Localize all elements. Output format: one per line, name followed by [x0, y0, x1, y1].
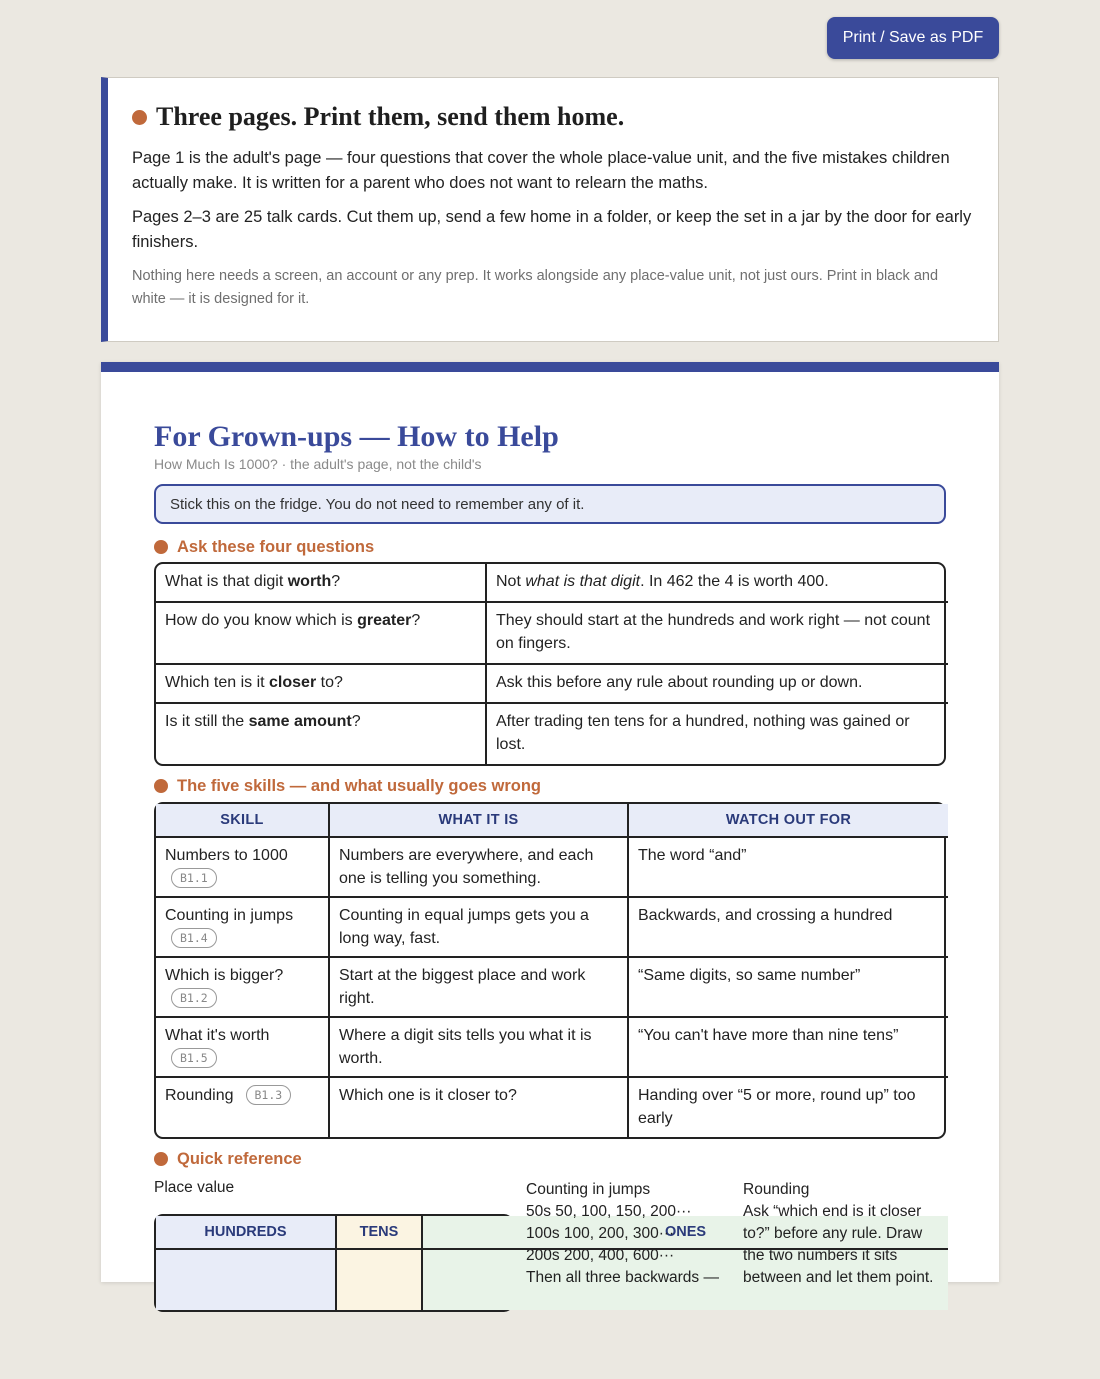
intro-card — [101, 77, 999, 342]
page-title: For Grown-ups — How to Help — [154, 420, 559, 453]
quick-reference — [154, 1179, 946, 1379]
bullet-dot-icon — [154, 779, 168, 793]
watch-cell: “You can't have more than nine tens” — [629, 1018, 948, 1078]
question-cell: What is that digit worth? — [156, 564, 487, 603]
intro-note: Nothing here needs a screen, an account or any prep. It works alongside any place-value unit, not just ours. Print in black and white — it is designed for it. — [132, 268, 939, 307]
rounding-reference — [743, 1179, 953, 1289]
what-cell: Start at the biggest place and work right. — [330, 958, 629, 1018]
counting-title: Counting in jumps — [526, 1181, 651, 1198]
intro-paragraph-2: Pages 2–3 are 25 talk cards. Cut them up, send a few home in a folder, or keep the set in a jar by the door for early finishers. — [132, 208, 972, 251]
skill-code-badge: B1.4 — [171, 928, 217, 948]
skills-heading — [154, 775, 946, 797]
column-header-what: WHAT IT IS — [330, 804, 629, 838]
bullet-dot-icon — [154, 1152, 168, 1166]
table-row — [156, 564, 948, 603]
answer-cell: Not what is that digit. In 462 the 4 is worth 400. — [487, 564, 948, 603]
question-cell: How do you know which is greater? — [156, 603, 487, 665]
skill-code-badge: B1.3 — [246, 1085, 292, 1105]
skills-heading-text: The five skills — and what usually goes wrong — [177, 776, 541, 795]
questions-heading-text: Ask these four questions — [177, 537, 375, 556]
skill-cell: Rounding B1.3 — [156, 1078, 330, 1137]
questions-table — [154, 562, 946, 766]
column-header-ones: ONES — [423, 1216, 948, 1250]
skill-code-badge: B1.5 — [171, 1048, 217, 1068]
counting-line: Then all three backwards — — [526, 1269, 719, 1286]
column-header-tens: TENS — [337, 1216, 423, 1250]
quick-reference-heading-text: Quick reference — [177, 1149, 302, 1168]
hundreds-cell — [156, 1250, 337, 1310]
table-row — [156, 958, 948, 1018]
column-header-skill: SKILL — [156, 804, 330, 838]
question-cell: Which ten is it closer to? — [156, 665, 487, 704]
intro-title — [132, 100, 974, 134]
counting-reference — [526, 1179, 736, 1289]
page-subtitle: How Much Is 1000? · the adult's page, not the child's — [154, 456, 482, 472]
table-row — [156, 1078, 948, 1137]
counting-line: 100s 100, 200, 300··· — [526, 1225, 675, 1242]
watch-cell: Handing over “5 or more, round up” too early — [638, 1087, 916, 1127]
counting-line: 200s 200, 400, 600··· — [526, 1247, 675, 1264]
table-row — [156, 898, 948, 958]
rounding-line: to?” before any rule. Draw — [743, 1225, 923, 1242]
bullet-dot-icon — [154, 540, 168, 554]
questions-heading — [154, 536, 946, 558]
column-header-hundreds: HUNDREDS — [156, 1216, 337, 1250]
column-header-watch: WATCH OUT FOR — [629, 804, 948, 838]
intro-title-text: Three pages. Print them, send them home. — [156, 102, 625, 131]
table-row — [156, 838, 948, 898]
skill-cell: Which is bigger? B1.2 — [156, 958, 330, 1018]
skill-cell: What it's worth B1.5 — [156, 1018, 330, 1078]
table-row — [156, 603, 948, 665]
question-cell: Is it still the same amount? — [156, 704, 487, 764]
rounding-title: Rounding — [743, 1181, 810, 1198]
bullet-dot-icon — [132, 110, 147, 125]
rounding-line: Ask “which end is it closer — [743, 1203, 922, 1220]
what-cell: Which one is it closer to? — [330, 1078, 629, 1137]
answer-cell: Ask this before any rule about rounding up or down. — [487, 665, 948, 704]
watch-cell: The word “and” — [629, 838, 948, 898]
watch-cell: Backwards, and crossing a hundred — [629, 898, 948, 958]
fridge-callout: Stick this on the fridge. You do not need to remember any of it. — [154, 484, 946, 524]
answer-cell: They should start at the hundreds and work right — not count on fingers. — [487, 603, 948, 665]
what-cell: Where a digit sits tells you what it is worth. — [330, 1018, 629, 1078]
table-row — [156, 665, 948, 704]
skills-table — [154, 802, 946, 1139]
table-row — [156, 704, 948, 764]
what-cell: Numbers are everywhere, and each one is telling you something. — [330, 838, 629, 898]
print-save-pdf-button[interactable]: Print / Save as PDF — [827, 17, 999, 59]
intro-paragraph-1: Page 1 is the adult's page — four questions that cover the whole place-value unit, and the five mistakes children actually make. It is written for a parent who does not want to relearn the maths. — [132, 149, 950, 192]
skill-code-badge: B1.2 — [171, 988, 217, 1008]
rounding-line: between and let them point. — [743, 1269, 934, 1286]
printable-page — [101, 362, 999, 1286]
watch-cell: “Same digits, so same number” — [629, 958, 948, 1018]
skill-cell: Numbers to 1000 B1.1 — [156, 838, 330, 898]
table-row — [156, 1018, 948, 1078]
what-cell: Counting in equal jumps gets you a long way, fast. — [330, 898, 629, 958]
quick-reference-heading — [154, 1148, 946, 1170]
skill-code-badge: B1.1 — [171, 868, 217, 888]
counting-line: 50s 50, 100, 150, 200··· — [526, 1203, 692, 1220]
page-content — [154, 419, 946, 1379]
rounding-line: the two numbers it sits — [743, 1247, 898, 1264]
answer-cell: After trading ten tens for a hundred, nothing was gained or lost. — [496, 713, 910, 753]
skill-cell: Counting in jumps B1.4 — [156, 898, 330, 958]
tens-cell — [337, 1250, 423, 1310]
place-value-label: Place value — [154, 1179, 235, 1196]
table-header-row — [156, 804, 948, 838]
